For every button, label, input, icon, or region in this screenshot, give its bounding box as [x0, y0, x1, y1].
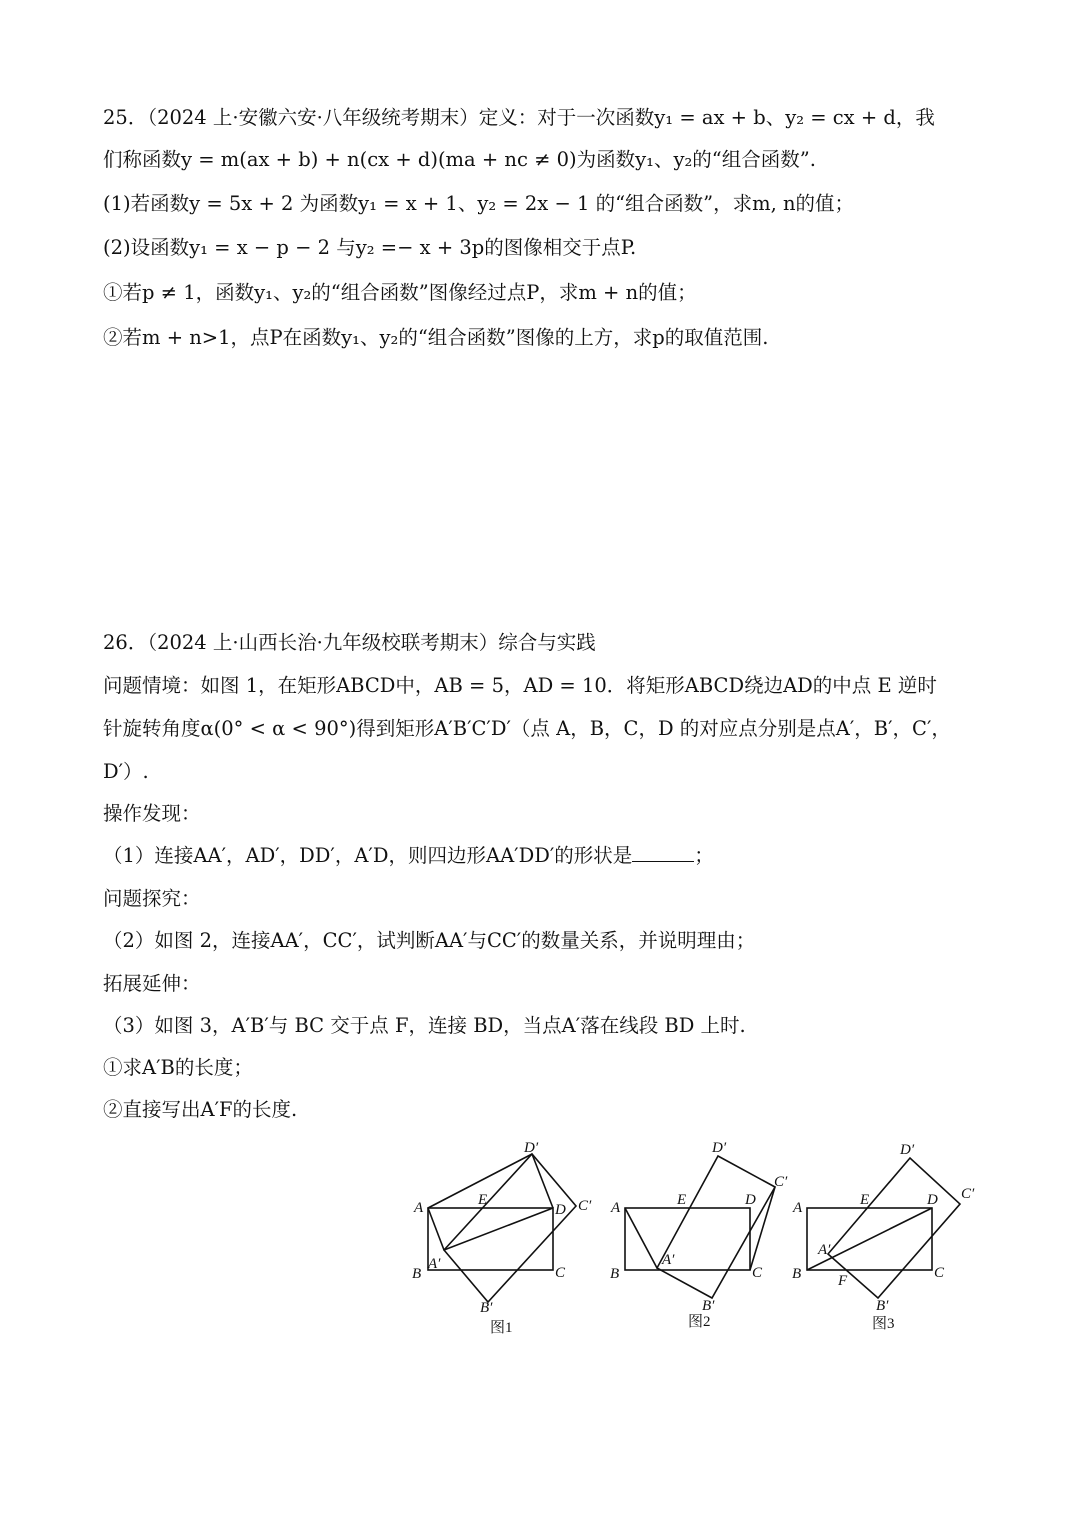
- q25-part-2: (2)设函数y₁ = x − p − 2 与y₂ =− x + 3p的图像相交于点P.: [103, 236, 637, 259]
- q26-heading-explore: 问题探究：: [103, 887, 201, 910]
- q26-part-3: （3）如图 3，A′B′与 BC 交于点 F，连接 BD，当点A′落在线段 BD 上时.: [103, 1014, 746, 1037]
- fig1-label-d-prime: D′: [524, 1140, 539, 1156]
- fig3-label-f: F: [838, 1273, 848, 1289]
- fig2-label-d-prime: D′: [712, 1140, 727, 1156]
- q25-part-1: (1)若函数y = 5x + 2 为函数y₁ = x + 1、y₂ = 2x − 1 的“组合函数”，求m, n的值；: [103, 192, 855, 215]
- q26-part-1-end: ；: [694, 844, 714, 867]
- q25-line-1: 25．（2024 上·安徽六安·八年级统考期末）定义：对于一次函数y₁ = ax + b、y₂ = cx + d，我: [103, 106, 935, 129]
- fig1-segment-a1d: [444, 1208, 553, 1250]
- fig2-label-b: B: [610, 1266, 620, 1282]
- figure-1: [428, 1154, 576, 1302]
- q26-part-2: （2）如图 2，连接AA′，CC′，试判断AA′与CC′的数量关系，并说明理由；: [103, 929, 756, 952]
- fig1-caption: 图1: [490, 1320, 513, 1336]
- fig3-label-b-prime: B′: [876, 1298, 889, 1314]
- fig3-label-a-prime: A′: [818, 1242, 831, 1258]
- fig1-label-b: B: [412, 1266, 422, 1282]
- q25-part-2-sub-1: ①若p ≠ 1，函数y₁、y₂的“组合函数”图像经过点P，求m + n的值；: [103, 281, 697, 304]
- fig3-caption: 图3: [872, 1316, 895, 1332]
- answer-blank: [632, 843, 694, 862]
- fig2-caption: 图2: [688, 1314, 711, 1330]
- fig1-rectangle-abcd: [428, 1208, 553, 1270]
- fig3-label-d: D: [927, 1192, 938, 1208]
- fig1-label-a-prime: A′: [428, 1256, 441, 1272]
- fig2-label-c-prime: C′: [774, 1174, 788, 1190]
- fig3-label-c-prime: C′: [961, 1186, 975, 1202]
- fig2-rectangle-abcd: [625, 1208, 750, 1270]
- q26-part-3-sub-2: ②直接写出A′F的长度.: [103, 1098, 298, 1121]
- fig2-segment-aa1: [625, 1208, 657, 1268]
- q26-heading-extend: 拓展延伸：: [103, 972, 201, 995]
- fig3-label-d-prime: D′: [900, 1142, 915, 1158]
- fig3-label-e: E: [860, 1192, 870, 1208]
- q26-title: 26．（2024 上·山西长治·九年级校联考期末）综合与实践: [103, 631, 596, 654]
- fig1-label-e: E: [478, 1192, 488, 1208]
- q26-heading-discover: 操作发现：: [103, 802, 201, 825]
- fig3-label-c: C: [934, 1265, 945, 1281]
- q26-context-2: 针旋转角度α(0° < α < 90°)得到矩形A′B′C′D′（点 A，B，C，D 的对应点分别是点A′，B′，C′，: [103, 717, 951, 740]
- q26-part-1-text: （1）连接AA′，AD′，DD′，A′D，则四边形AA′DD′的形状是: [103, 844, 633, 867]
- fig1-label-d: D: [555, 1202, 566, 1218]
- fig1-label-c: C: [555, 1265, 566, 1281]
- fig2-label-a: A: [611, 1200, 621, 1216]
- fig1-segment-dd1: [532, 1154, 553, 1208]
- fig3-segment-bd: [807, 1208, 932, 1270]
- q26-context-3: D′）.: [103, 760, 149, 783]
- q26-context-1: 问题情境：如图 1，在矩形ABCD中，AB = 5，AD = 10．将矩形ABCD绕边AD的中点 E 逆时: [103, 674, 937, 697]
- fig1-label-b-prime: B′: [480, 1300, 493, 1316]
- q25-part-2-sub-2: ②若m + n>1，点P在函数y₁、y₂的“组合函数”图像的上方，求p的取值范围.: [103, 326, 769, 349]
- fig1-segment-aa1: [428, 1208, 444, 1250]
- fig2-label-c: C: [752, 1265, 763, 1281]
- q25-line-2: 们称函数y = m(ax + b) + n(cx + d)(ma + nc ≠ 0)为函数y₁、y₂的“组合函数”.: [103, 148, 816, 171]
- fig2-label-e: E: [677, 1192, 687, 1208]
- fig2-label-b-prime: B′: [702, 1298, 715, 1314]
- fig1-label-a: A: [414, 1200, 424, 1216]
- fig3-label-a: A: [793, 1200, 803, 1216]
- fig2-label-d: D: [745, 1192, 756, 1208]
- fig1-label-c-prime: C′: [578, 1198, 592, 1214]
- fig3-label-b: B: [792, 1266, 802, 1282]
- q26-part-1: [103, 842, 714, 870]
- q26-part-3-sub-1: ①求A′B的长度；: [103, 1056, 253, 1079]
- geometry-figures: [400, 1130, 990, 1340]
- fig2-label-a-prime: A′: [662, 1252, 675, 1268]
